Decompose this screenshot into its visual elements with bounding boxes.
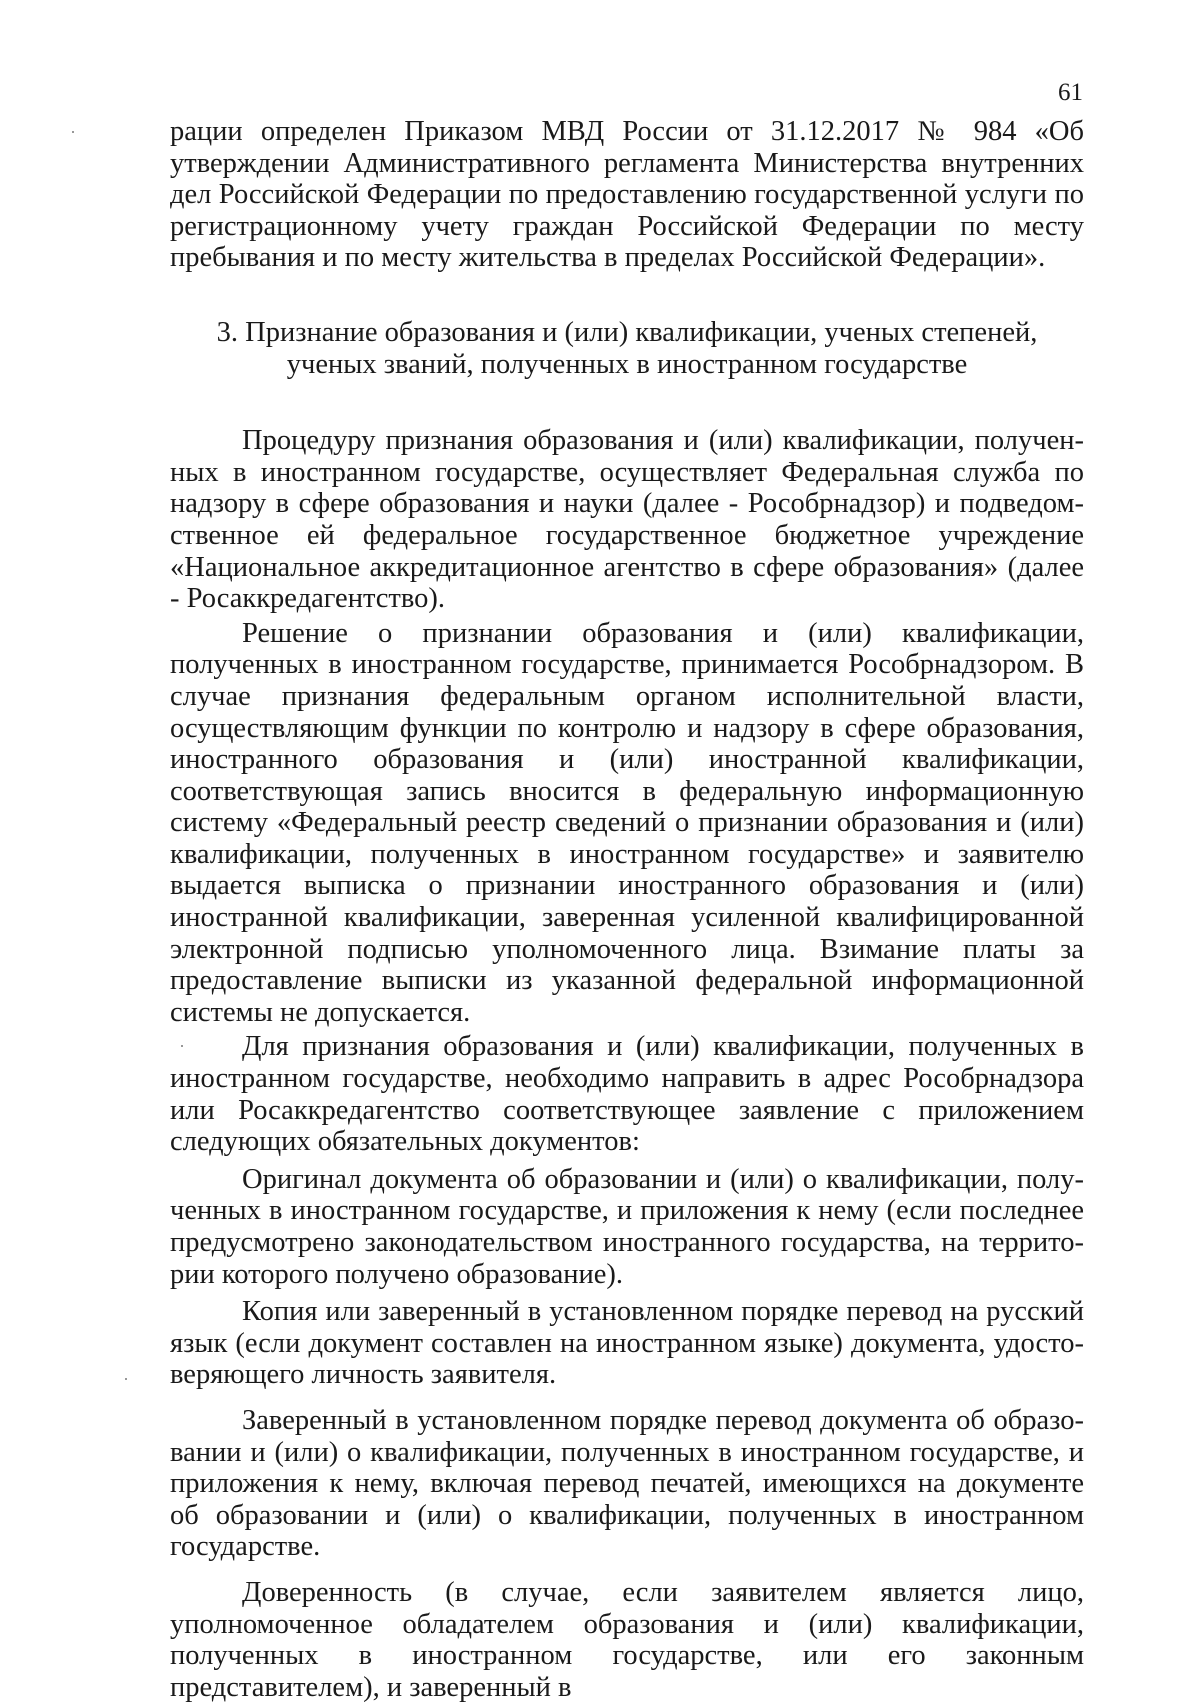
scan-speck <box>125 1378 127 1380</box>
opening-paragraph: рации определен Приказом МВД России от 31.12.2017 № 984 «Об утверждении Административного регламента Министерства внутренних дел Российской Федерации по предоставлению государственной услуги по регистрационному учету граждан Российской Федерации по месту пребывания и по месту жительства в пределах Российской Федерации». <box>170 116 1084 274</box>
section-heading <box>170 317 1084 380</box>
paragraph-identity-copy: Копия или заверенный в установленном порядке перевод на русский язык (если документ составлен на иностранном языке) документа, удостоверяющего личность заявителя. <box>170 1296 1084 1391</box>
document-body <box>170 116 1084 1703</box>
paragraph-decision: Решение о признании образования и (или) квалификации, полученных в иностранном государстве, принимается Рособрнадзором. В случае признания федеральным органом исполнительной власти, осуществляющим функции по контролю и надзору в сфере образования, иностранного образования и (или) иностранной квалификации, соответствующая запись вносится в федеральную информационную систему «Федеральный реестр сведений о признании образования и (или) квалификации, полученных в иностранном государстве» и заявителю выдается выписка о признании иностранного образования и (или) иностранной квалификации, заверенная усиленной квалифицированной электронной подписью уполномоченного лица. Взимание платы за предоставление выписки из указанной федеральной информационной системы не допускается. <box>170 617 1084 1028</box>
paragraph-power-of-attorney: Доверенность (в случае, если заявителем является лицо, уполномоченное обладателем образования и (или) квалификации, полученных в иностранном государстве, или его законным представителем), и заверенный в <box>170 1576 1084 1703</box>
section-heading-line-2: ученых званий, полученных в иностранном государстве <box>286 348 968 380</box>
paragraph-original-document: Оригинал документа об образовании и (или) о квалификации, полученных в иностранном государстве, и приложения к нему (если последнее предусмотрено законодательством иностранного государства, на территории которого получено образование). <box>170 1163 1084 1290</box>
paragraph-certified-translation: Заверенный в установленном порядке перевод документа об образовании и (или) о квалификации, полученных в иностранном государстве, и приложения к нему, включая перевод печатей, имеющихся на документе об образовании и (или) о квалификации, полученных в иностранном государстве. <box>170 1404 1084 1563</box>
page-number: 61 <box>1058 79 1083 106</box>
section-heading-line-1: 3. Признание образования и (или) квалификации, ученых степеней, <box>216 316 1038 348</box>
paragraph-application: Для признания образования и (или) квалификации, полученных в иностранном государстве, необходимо направить в адрес Рособрнадзора или Росаккредагентство соответствующее заявление с приложением следующих обязательных документов: <box>170 1031 1084 1158</box>
scan-speck <box>72 131 74 133</box>
paragraph-procedure: Процедуру признания образования и (или) квалификации, полученных в иностранном государстве, осуществляет Федеральная служба по надзору в сфере образования и науки (далее - Рособрнадзор) и подведомственное ей федеральное государственное бюджетное учреждение «Национальное аккредитационное агентство в сфере образования» (далее - Росаккредагентство). <box>170 425 1084 615</box>
